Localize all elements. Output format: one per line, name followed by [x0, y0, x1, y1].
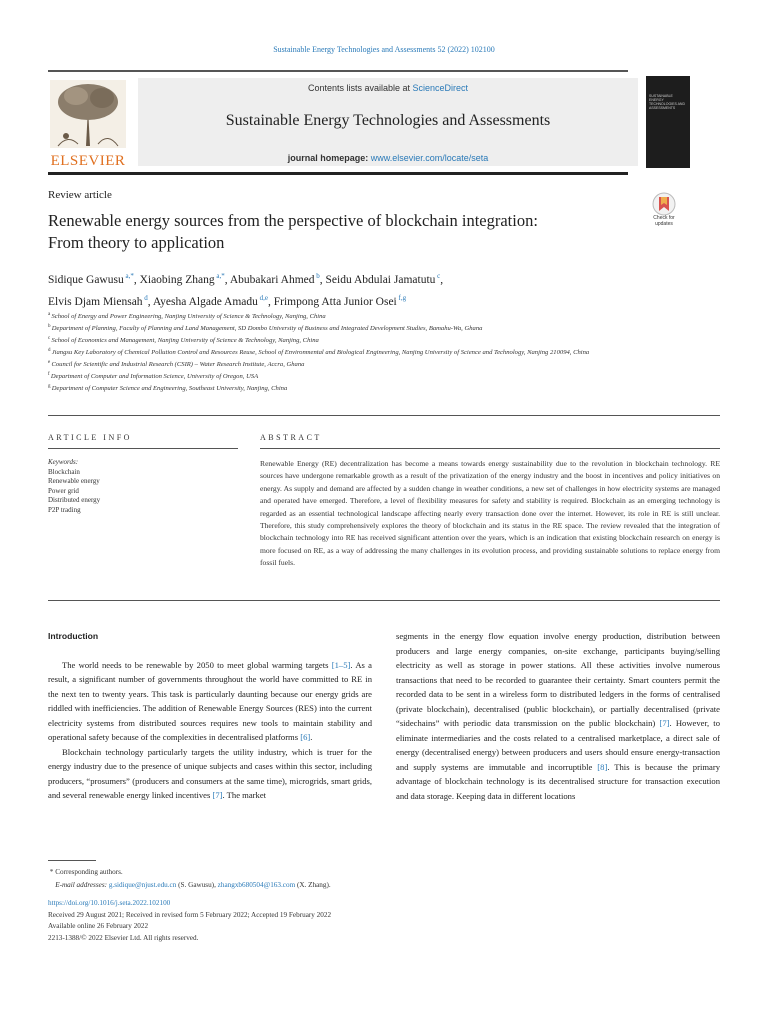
author-separator: , — [133, 273, 140, 286]
keywords-block — [48, 458, 100, 516]
affiliation-text: School of Economics and Management, Nanjing University of Science & Technology, Nanjing, China — [51, 337, 319, 345]
author-line-2 — [48, 289, 648, 311]
keyword-item: Power grid — [48, 486, 79, 495]
affiliation-text: Department of Planning, Faculty of Planning and Land Management, SD Dombo University of Business and Integrated Development Studies, Bamahu-Wa, Ghana — [51, 325, 483, 333]
affiliation-key: f — [48, 371, 51, 377]
author-line-1 — [48, 267, 648, 289]
author-separator: , — [147, 295, 153, 308]
author-name[interactable]: Frimpong Atta Junior Osei — [273, 295, 397, 308]
author-affiliation-marker[interactable]: a,* — [214, 272, 225, 280]
article-title: Renewable energy sources from the perspective of blockchain integration: From theory to application — [48, 211, 538, 252]
check-for-updates-button[interactable]: Check for updates — [647, 192, 681, 230]
affiliation-text: Council for Scientific and Industrial Research (CSIR) – Water Research Institute, Accra, Ghana — [51, 361, 305, 369]
keyword-item: Distributed energy — [48, 496, 101, 505]
journal-homepage: journal homepage: www.elsevier.com/locate/seta — [287, 153, 489, 163]
keyword-item: Renewable energy — [48, 477, 100, 486]
affiliation-item — [48, 358, 648, 370]
affiliations — [48, 310, 648, 394]
body-text: . — [310, 732, 313, 743]
citation-link[interactable]: [6] — [300, 732, 311, 743]
author-name[interactable]: Sidique Gawusu — [48, 273, 124, 286]
body-column-right — [396, 629, 720, 804]
affiliation-text: School of Energy and Power Engineering, Nanjing University of Science & Technology, Nanjing, China — [51, 313, 326, 321]
article-type: Review article — [48, 189, 112, 201]
elsevier-logo — [48, 78, 128, 168]
journal-reference[interactable]: Sustainable Energy Technologies and Assessments 52 (2022) 102100 — [273, 45, 495, 54]
author-affiliation-marker[interactable]: a,* — [123, 272, 134, 280]
keywords-list — [48, 468, 100, 516]
author-affiliation-marker[interactable]: b — [314, 272, 320, 280]
abstract-bottom-rule — [48, 600, 720, 601]
affiliation-item — [48, 382, 648, 394]
journal-banner — [138, 78, 638, 166]
affiliation-key: g — [48, 383, 52, 389]
header-top-rule — [48, 70, 628, 72]
journal-cover-image: SUSTAINABLE ENERGY TECHNOLOGIES AND ASSESSMENTS — [646, 76, 690, 168]
author-name[interactable]: Ayesha Algade Amadu — [152, 295, 258, 308]
corresponding-note: * Corresponding authors. — [48, 868, 123, 876]
body-column-left — [48, 629, 372, 803]
author-list — [48, 267, 648, 311]
email-link-gawusu[interactable]: g.sidique@njust.edu.cn — [108, 880, 177, 889]
body-text: segments in the energy flow equation involve energy production, distribution between producers and large energy companies, on-site exchange, participants buying/selling electricity as well as storage in power stations. All these activities involve numerous transactions that need to be recorded to guarantee their certainty. Smart counters permit the recorded data to be sent in a wireless form to distributed ledgers in the forms of centralised (private blockchain), decentralised (public blockchain), or partially decentralised (private “sidechains” with periodic data transmission on the public blockchain) — [396, 631, 720, 729]
body-text: . The market — [222, 790, 267, 801]
publisher-wordmark: ELSEVIER — [50, 153, 126, 169]
body-text: . However, to eliminate intermediaries and the costs related to a centralised marketplace, a direct sale of energy (decentralised energy) between producers and users should ensure energy-transaction and supply systems are immutable and incorruptible — [396, 718, 720, 772]
intro-paragraph-2 — [48, 745, 372, 803]
doi-link[interactable]: https://doi.org/10.1016/j.seta.2022.102100 — [48, 899, 171, 907]
info-top-rule — [48, 415, 720, 416]
affiliation-key: d — [48, 347, 52, 353]
copyright: 2213-1388/© 2022 Elsevier Ltd. All rights reserved. — [48, 933, 199, 942]
contents-line: Contents lists available at ScienceDirect — [307, 83, 469, 93]
affiliation-key: a — [48, 312, 52, 317]
keyword-item: Blockchain — [48, 467, 80, 476]
citation-link[interactable]: [7] — [212, 790, 223, 801]
available-date: Available online 26 February 2022 — [48, 922, 149, 931]
author-name[interactable]: Elvis Djam Miensah — [48, 295, 143, 308]
author-separator: , — [440, 273, 444, 286]
affiliation-item — [48, 346, 648, 358]
body-text: . As a result, a significant number of governments throughout the world have committed to RE in the next ten to twenty years. This task is particularly daunting because our energy grids are riddled with inefficiencies. The addition of Renewable Energy Sources (RES) into the current electricity systems from distributed sources requires new tools to maintain stability and operational safety because of the complexities in decentralised platforms — [48, 659, 372, 743]
abstract-heading-rule — [260, 448, 720, 449]
abstract-heading: ABSTRACT — [260, 433, 322, 442]
affiliation-key: e — [48, 359, 52, 365]
email-link-zhang[interactable]: zhangxb680504@163.com — [217, 880, 296, 889]
affiliation-text: Department of Computer and Information Science, University of Oregon, USA — [50, 373, 259, 381]
intro-paragraph-1 — [48, 658, 372, 745]
affiliation-item — [48, 370, 648, 382]
footnotes — [48, 866, 331, 891]
received-dates: Received 29 August 2021; Received in revised form 5 February 2022; Accepted 19 February 2022 — [48, 910, 332, 919]
affiliation-item — [48, 334, 648, 346]
footnote-rule — [48, 860, 96, 861]
author-separator: , — [319, 273, 326, 286]
affiliation-text: Department of Computer Science and Engineering, Southeast University, Nanjing, China — [51, 385, 288, 393]
keyword-item: P2P trading — [48, 505, 81, 514]
keywords-label: Keywords: — [48, 458, 79, 466]
author-affiliation-marker[interactable]: d — [142, 293, 148, 302]
author-separator: , — [224, 273, 230, 286]
citation-link[interactable]: [8] — [597, 761, 608, 772]
citation-link[interactable]: [7] — [659, 718, 670, 729]
intro-paragraph-3 — [396, 629, 720, 804]
body-text: . This is because the primary advantage of blockchain technology is its decentralised structure for transaction execution and data storage. Keeping data in different locations — [396, 761, 720, 802]
affiliation-item — [48, 322, 648, 334]
header-bottom-rule — [48, 172, 628, 175]
author-affiliation-marker[interactable]: f,g — [396, 293, 407, 302]
author-separator: , — [268, 295, 274, 308]
author-name[interactable]: Abubakari Ahmed — [229, 273, 315, 286]
body-text: The world needs to be renewable by 2050 to meet global warming targets — [62, 659, 332, 670]
citation-link[interactable]: [1–5] — [331, 659, 351, 670]
article-metadata — [48, 898, 331, 944]
abstract-text: Renewable Energy (RE) decentralization has become a means towards energy sustainability due to the revolution in blockchain technology. RE sources have undergone remarkable growth as a result of the privatization of the energy industry and the boost in incentives and policy initiatives on energy. As supply and demand are affected by a sudden change in weather conditions, a new set of challenges in how electricity systems are managed and operated have emerged. Therefore, a level of flexibility measures for safety and stability is required. Blockchain as an emerging technology is regarded as an essential technological landscape affecting nearly every transaction done over the internet. However, its role in RE is still unclear. Therefore, this study comprehensively explores the theory of blockchain and its status in the RE space. The review revealed that the integration of blockchain technology into RE has received significant attention over the years, which is an indication that existing blockchain research on energy is more focused on RE, as a way of addressing the many challenges in its evolution process, and providing sustainable solutions to replace energy from fossil fuels. — [260, 459, 720, 568]
affiliation-key: c — [48, 335, 52, 341]
intro-heading: Introduction — [48, 631, 99, 641]
journal-header — [48, 74, 720, 170]
affiliation-key: b — [48, 323, 52, 329]
author-affiliation-marker[interactable]: d,e — [257, 293, 269, 302]
email-note: E-mail addresses: g.sidique@njust.edu.cn (S. Gawusu), zhangxb680504@163.com (X. Zhang). — [55, 880, 331, 889]
journal-homepage-link[interactable]: www.elsevier.com/locate/seta — [370, 153, 489, 163]
affiliation-item — [48, 310, 648, 322]
article-info-heading: ARTICLE INFO — [48, 433, 132, 442]
body-text: Blockchain technology particularly targets the utility industry, which is truer for the energy industry due to the presence of unique subjects and cases within this sector, including producers, “prosumers” (producers and consumers at the same time), microgrids, smart grids, and several renewable energy linked incentives — [48, 746, 372, 801]
author-name[interactable]: Xiaobing Zhang — [139, 273, 215, 286]
info-heading-rule — [48, 448, 238, 449]
journal-title: Sustainable Energy Technologies and Assessments — [225, 112, 551, 129]
author-affiliation-marker[interactable]: c — [435, 272, 441, 280]
author-name[interactable]: Seidu Abdulai Jamatutu — [325, 273, 436, 286]
bookmark-icon — [647, 192, 681, 216]
sciencedirect-link[interactable]: ScienceDirect — [412, 83, 469, 93]
affiliation-text: Jiangsu Key Laboratory of Chemical Pollution Control and Resources Reuse, School of Environmental and Biological Engineering, Nanjing University of Science and Technology, Nanjing 210094, China — [51, 349, 590, 357]
